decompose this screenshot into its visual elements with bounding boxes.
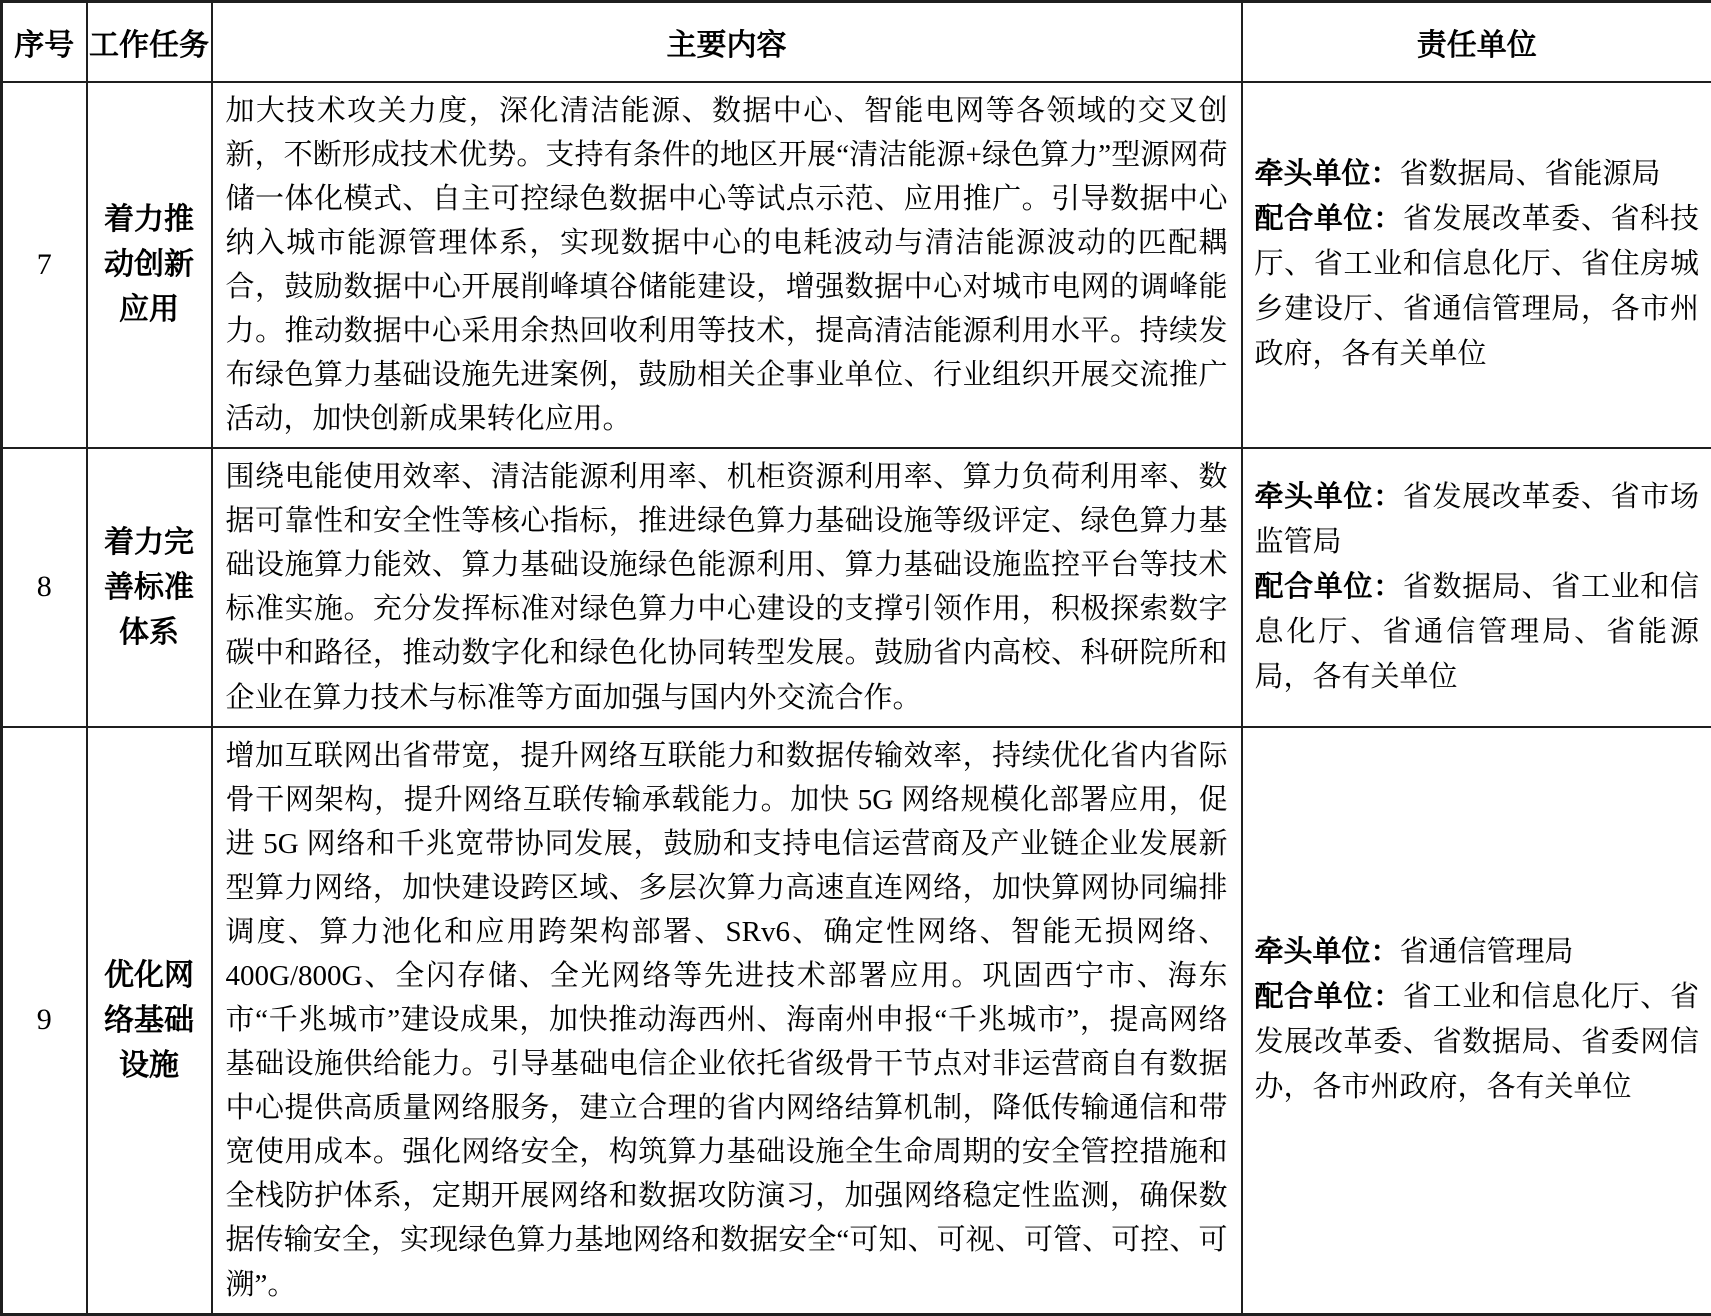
support-units-label: 配合单位： xyxy=(1255,571,1403,603)
row-number: 8 xyxy=(2,448,87,726)
row-task: 优化网络基础设施 xyxy=(87,727,212,1315)
column-header-number: 序号 xyxy=(2,2,87,82)
column-header-task: 工作任务 xyxy=(87,2,212,82)
support-units-label: 配合单位： xyxy=(1255,203,1403,235)
lead-units-line xyxy=(1255,930,1700,975)
table-row xyxy=(2,448,1711,726)
row-number: 7 xyxy=(2,82,87,449)
support-units-line xyxy=(1255,975,1700,1110)
row-main-content: 围绕电能使用效率、清洁能源利用率、机柜资源利用率、算力负荷利用率、数据可靠性和安全性等核心指标，推进绿色算力基础设施等级评定、绿色算力基础设施算力能效、算力基础设施绿色能源利用、算力基础设施监控平台等技术标准实施。充分发挥标准对绿色算力中心建设的支撑引领作用，积极探索数字碳中和路径，推动数字化和绿色化协同转型发展。鼓励省内高校、科研院所和企业在算力技术与标准等方面加强与国内外交流合作。 xyxy=(212,448,1242,726)
lead-units-line xyxy=(1255,475,1700,565)
row-number: 9 xyxy=(2,727,87,1315)
table-header-row xyxy=(2,2,1711,82)
lead-units-text: 省数据局、省能源局 xyxy=(1400,158,1661,190)
lead-units-label: 牵头单位： xyxy=(1255,158,1400,190)
column-header-unit: 责任单位 xyxy=(1242,2,1711,82)
lead-units-line xyxy=(1255,152,1700,197)
support-units-text: 省工业和信息化厅、省发展改革委、省数据局、省委网信办，各市州政府，各有关单位 xyxy=(1255,981,1700,1103)
row-task: 着力推动创新应用 xyxy=(87,82,212,449)
row-task: 着力完善标准体系 xyxy=(87,448,212,726)
lead-units-label: 牵头单位： xyxy=(1255,936,1400,968)
row-main-content: 增加互联网出省带宽，提升网络互联能力和数据传输效率，持续优化省内省际骨干网架构，提升网络互联传输承载能力。加快 5G 网络规模化部署应用，促进 5G 网络和千兆宽带协同发展，鼓励和支持电信运营商及产业链企业发展新型算力网络，加快建设跨区域、多层次算力高速直连网络，加快算网协同编排调度、算力池化和应用跨架构部署、SRv6、确定性网络、智能无损网络、400G/800G、全闪存储、全光网络等先进技术部署应用。巩固西宁市、海东市“千兆城市”建设成果，加快推动海西州、海南州申报“千兆城市”，提高网络基础设施供给能力。引导基础电信企业依托省级骨干节点对非运营商自有数据中心提供高质量网络服务，建立合理的省内网络结算机制，降低传输通信和带宽使用成本。强化网络安全，构筑算力基础设施全生命周期的安全管控措施和全栈防护体系，定期开展网络和数据攻防演习，加强网络稳定性监测，确保数据传输安全，实现绿色算力基地网络和数据安全“可知、可视、可管、可控、可溯”。 xyxy=(212,727,1242,1315)
support-units-text: 省数据局、省工业和信息化厅、省通信管理局、省能源局，各有关单位 xyxy=(1255,571,1700,693)
lead-units-label: 牵头单位： xyxy=(1255,481,1403,513)
support-units-line xyxy=(1255,197,1700,377)
row-main-content: 加大技术攻关力度，深化清洁能源、数据中心、智能电网等各领域的交叉创新，不断形成技术优势。支持有条件的地区开展“清洁能源+绿色算力”型源网荷储一体化模式、自主可控绿色数据中心等试点示范、应用推广。引导数据中心纳入城市能源管理体系，实现数据中心的电耗波动与清洁能源波动的匹配耦合，鼓励数据中心开展削峰填谷储能建设，增强数据中心对城市电网的调峰能力。推动数据中心采用余热回收利用等技术，提高清洁能源利用水平。持续发布绿色算力基础设施先进案例，鼓励相关企事业单位、行业组织开展交流推广活动，加快创新成果转化应用。 xyxy=(212,82,1242,449)
lead-units-text: 省发展改革委、省市场监管局 xyxy=(1255,481,1699,558)
support-units-line xyxy=(1255,565,1700,700)
table-row xyxy=(2,727,1711,1315)
lead-units-text: 省通信管理局 xyxy=(1400,936,1574,968)
row-responsible-units xyxy=(1242,727,1711,1315)
support-units-text: 省发展改革委、省科技厅、省工业和信息化厅、省住房城乡建设厅、省通信管理局，各市州政府，各有关单位 xyxy=(1255,203,1700,370)
table-row xyxy=(2,82,1711,449)
support-units-label: 配合单位： xyxy=(1255,981,1403,1013)
row-responsible-units xyxy=(1242,82,1711,449)
column-header-content: 主要内容 xyxy=(212,2,1242,82)
row-responsible-units xyxy=(1242,448,1711,726)
